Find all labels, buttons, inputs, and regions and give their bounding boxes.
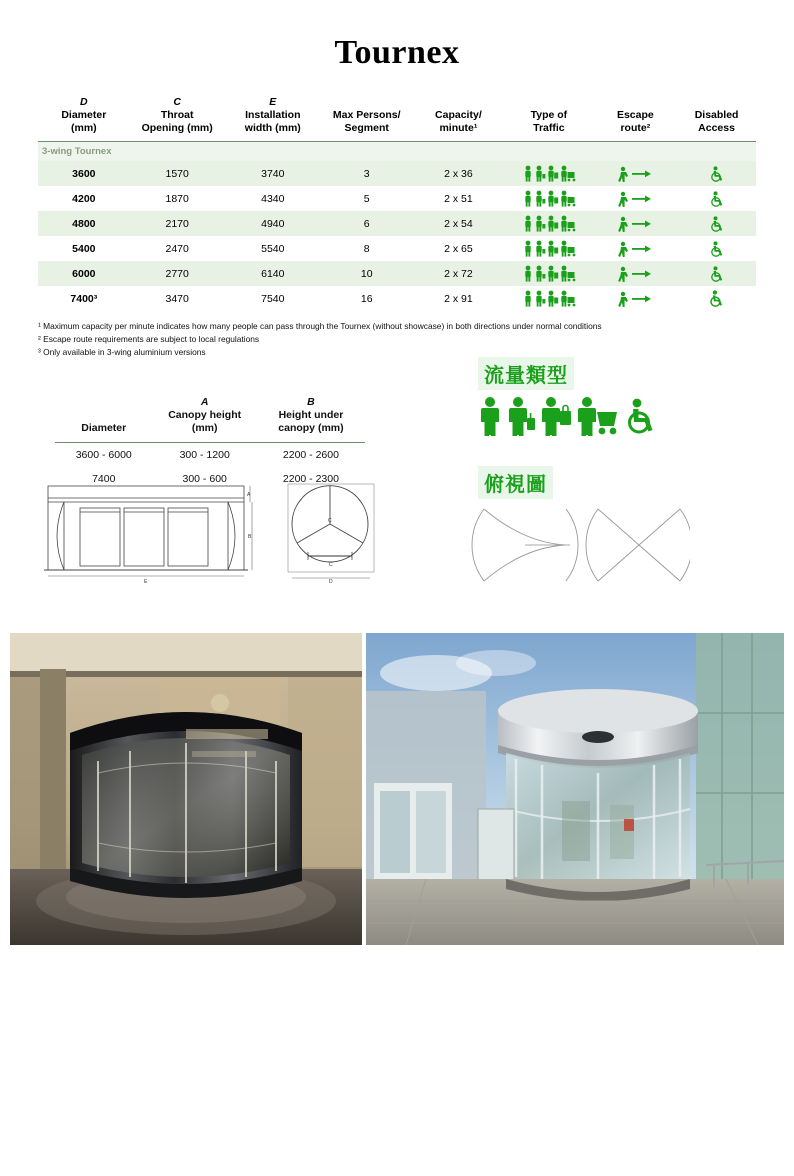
three-wing-plan-drawing <box>278 476 386 584</box>
canopy-col-under-unit: canopy (mm) <box>278 421 344 434</box>
cell-capacity: 2 x 65 <box>444 242 473 255</box>
traffic-icon-group <box>520 215 578 232</box>
cell-capacity: 2 x 36 <box>413 161 505 186</box>
canopy-col-under-name: Height under <box>278 409 344 422</box>
spec-group-row <box>38 142 756 162</box>
cell-persons: 3 <box>321 161 413 186</box>
traffic-icon-set <box>504 286 593 311</box>
cell-throat: 2470 <box>165 242 189 255</box>
spec-col-throat-letter: C <box>173 96 181 108</box>
spec-col-traffic <box>504 94 593 142</box>
disabled-access-icon <box>709 216 725 232</box>
cell-capacity: 2 x 54 <box>413 211 505 236</box>
cell-persons: 10 <box>321 261 413 286</box>
table-row <box>38 261 756 286</box>
spec-col-persons-unit: Segment <box>344 121 389 134</box>
cell-diameter: 6000 <box>38 261 130 286</box>
escape-route-icon <box>594 286 678 311</box>
running-man-arrow-icon <box>617 191 653 207</box>
canopy-header-row <box>55 394 365 442</box>
cell-throat: 1870 <box>165 192 189 205</box>
wheelchair-icon <box>677 211 756 236</box>
cell-install: 7540 <box>261 292 285 305</box>
escape-route-icon <box>594 161 678 186</box>
pedestrian-with-luggage-icon <box>507 396 537 436</box>
dim-label-d: D <box>329 579 333 584</box>
traffic-icon-set <box>504 261 593 286</box>
cell-persons: 6 <box>321 211 413 236</box>
pedestrian-with-bag-icon <box>540 396 574 436</box>
cell-diameter: 4800 <box>38 211 130 236</box>
spec-col-capacity <box>413 94 505 142</box>
traffic-icon-group <box>520 265 578 282</box>
footnote-1: ¹ Maximum capacity per minute indicates how many people can pass through the Tournex (without showcase) in both directions under normal conditions <box>38 321 602 332</box>
spec-col-escape-name: Escape <box>616 108 654 121</box>
wheelchair-icon <box>677 286 756 311</box>
table-row <box>38 186 756 211</box>
dim-label-a: A <box>247 492 251 498</box>
cell-capacity: 2 x 91 <box>444 292 473 305</box>
dim-label-c: C <box>328 518 332 524</box>
photo-dark-revolving-door-interior <box>10 633 362 945</box>
photo-row <box>10 633 784 945</box>
disabled-access-icon <box>709 266 725 282</box>
cell-install: 4940 <box>225 211 321 236</box>
top-view-straight-wing-drawing <box>586 509 690 581</box>
traffic-icon-group <box>520 190 578 207</box>
traffic-icon-set <box>504 236 593 261</box>
cell-capacity: 2 x 72 <box>413 261 505 286</box>
cell-capacity: 2 x 51 <box>444 192 473 205</box>
spec-table-head <box>38 94 756 142</box>
canopy-table-head <box>55 394 365 442</box>
spec-col-install <box>225 94 321 142</box>
cell-install: 4340 <box>261 192 285 205</box>
traffic-icon-set <box>504 161 593 186</box>
spec-col-throat <box>130 94 225 142</box>
pedestrian-icon <box>478 396 504 436</box>
running-man-arrow-icon <box>617 216 653 232</box>
escape-route-icon <box>594 236 678 261</box>
traffic-icon-group <box>520 240 578 257</box>
spec-col-persons <box>321 94 413 142</box>
cell-install: 3740 <box>225 161 321 186</box>
footnote-2: ² Escape route requirements are subject to local regulations <box>38 334 260 344</box>
top-view-curved-wing-drawing <box>472 509 578 581</box>
footnotes <box>38 320 756 358</box>
page-title: Tournex <box>334 34 460 71</box>
traffic-type-label: 流量類型 <box>478 357 574 390</box>
photo-left-illustration <box>10 633 362 945</box>
disabled-access-icon <box>709 166 725 182</box>
traffic-icon-group <box>520 165 578 182</box>
trolley-icon <box>577 396 621 436</box>
spec-col-install-unit: width (mm) <box>244 121 301 134</box>
cell-canopy-diameter: 7400 <box>92 472 116 485</box>
escape-route-icon <box>594 211 678 236</box>
spec-header-row <box>38 94 756 142</box>
spec-col-traffic-name: Type of <box>530 108 568 121</box>
canopy-col-height <box>153 394 257 442</box>
wheelchair-icon <box>677 261 756 286</box>
top-view-label: 俯視圖 <box>478 466 553 499</box>
cell-install: 6140 <box>225 261 321 286</box>
table-row <box>38 161 756 186</box>
traffic-icon-legend <box>478 396 658 436</box>
spec-table-body <box>38 142 756 312</box>
spec-col-capacity-name: Capacity/ <box>435 108 482 121</box>
escape-route-icon <box>594 186 678 211</box>
cell-height-under: 2200 - 2600 <box>282 448 339 461</box>
cell-height-under: 2200 - 2300 <box>282 472 339 485</box>
traffic-icon-set <box>504 211 593 236</box>
spec-table-container <box>38 94 756 358</box>
spec-col-disabled-name: Disabled <box>694 108 739 121</box>
wheelchair-icon <box>677 236 756 261</box>
disabled-access-icon <box>709 241 725 257</box>
cell-canopy-height: 300 - 1200 <box>179 448 230 461</box>
cell-throat: 2170 <box>130 211 225 236</box>
spec-col-diameter-letter: D <box>80 96 88 108</box>
disabled-access-icon <box>708 290 725 307</box>
top-view-drawings <box>470 495 690 595</box>
escape-route-icon <box>594 261 678 286</box>
running-man-arrow-icon <box>617 291 653 307</box>
cell-persons: 16 <box>360 292 373 305</box>
spec-col-install-name: Installation <box>245 108 301 121</box>
canopy-col-diameter <box>55 394 153 442</box>
running-man-arrow-icon <box>617 241 653 257</box>
traffic-icon-set <box>504 186 593 211</box>
cell-persons: 5 <box>363 192 370 205</box>
footnote-3: ³ Only available in 3-wing aluminium versions <box>38 346 206 357</box>
table-row <box>38 211 756 236</box>
spec-col-persons-name: Max Persons/ <box>332 108 401 121</box>
canopy-col-height-unit: (mm) <box>191 421 218 434</box>
photo-right-illustration <box>366 633 784 945</box>
spec-col-throat-unit: Opening (mm) <box>141 121 213 134</box>
cell-diameter: 4200 <box>72 192 96 205</box>
canopy-col-under <box>257 394 365 442</box>
spec-group-label: 3-wing Tournex <box>38 142 756 162</box>
table-row <box>38 286 756 311</box>
spec-col-escape-unit: route² <box>620 121 651 134</box>
canopy-col-diameter-name: Diameter <box>81 421 127 434</box>
dim-label-b: B <box>248 534 252 540</box>
spec-col-diameter-name: Diameter <box>61 108 107 121</box>
canopy-col-height-letter: A <box>200 396 209 409</box>
dim-label-e: E <box>144 579 148 585</box>
cell-throat: 3470 <box>165 292 189 305</box>
wheelchair-icon <box>624 396 658 436</box>
canopy-col-under-letter: B <box>307 396 315 409</box>
disabled-access-icon <box>709 191 725 207</box>
running-man-arrow-icon <box>617 166 653 182</box>
spec-col-traffic-unit: Traffic <box>533 121 565 134</box>
spec-col-escape <box>594 94 678 142</box>
spec-col-capacity-unit: minute¹ <box>439 121 478 134</box>
cell-canopy-diameter: 3600 - 6000 <box>75 448 132 461</box>
table-row <box>38 236 756 261</box>
canopy-col-height-name: Canopy height <box>168 409 242 422</box>
traffic-icon-group <box>520 290 578 307</box>
cell-throat: 2770 <box>130 261 225 286</box>
elevation-drawing <box>40 476 260 586</box>
wheelchair-icon <box>677 186 756 211</box>
wheelchair-icon <box>677 161 756 186</box>
cell-diameter: 7400³ <box>70 292 98 305</box>
cell-throat: 1570 <box>130 161 225 186</box>
running-man-arrow-icon <box>617 266 653 282</box>
cell-install: 5540 <box>261 242 285 255</box>
spec-col-diameter <box>38 94 130 142</box>
spec-table <box>38 94 756 311</box>
table-row <box>55 442 365 467</box>
cell-canopy-height: 300 - 600 <box>182 472 227 485</box>
dim-label-c2: C <box>329 562 333 568</box>
spec-col-disabled-unit: Access <box>698 121 735 134</box>
photo-glass-revolving-door-exterior <box>366 633 784 945</box>
spec-col-install-letter: E <box>269 96 277 108</box>
cell-diameter: 3600 <box>38 161 130 186</box>
spec-col-disabled <box>677 94 756 142</box>
spec-col-throat-name: Throat <box>160 108 194 121</box>
cell-persons: 8 <box>363 242 370 255</box>
cell-diameter: 5400 <box>72 242 96 255</box>
spec-col-diameter-unit: (mm) <box>70 121 97 134</box>
